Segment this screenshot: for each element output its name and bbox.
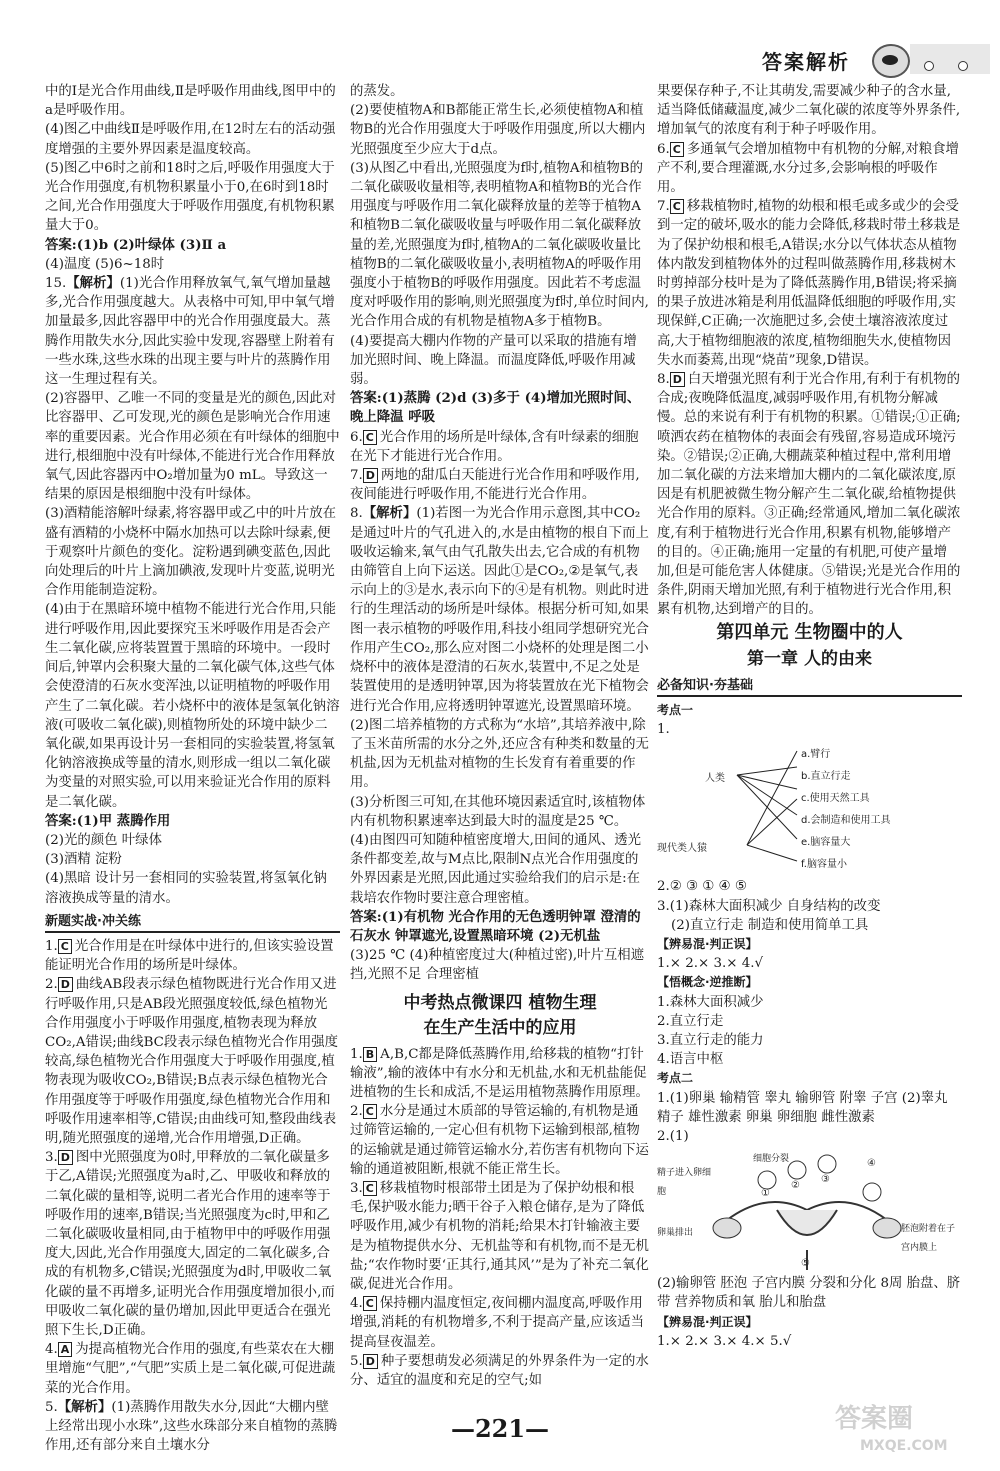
question-item: 3. C 移栽植物时根部带土团是为了保护幼根和根毛,保护吸水能力;晒干谷子入粮仓储存,是为了降低呼吸作用,减少有机物的消耗;给果木打针输液主要是为植物提供水分、无机盐等和有机物,而不是无机盐;“农作物时要‘正其行,通其风’”是为了补充二氧化碳,促进光合作用。 (350, 1180, 649, 1292)
diagram-label: 细胞分裂 (753, 1154, 790, 1165)
answer-badge: D (363, 1354, 378, 1369)
answer: (4)黑暗 设计另一套相同的实验装置,将氢氧化钠溶液换成等量的清水。 (45, 871, 327, 906)
chapter-title: 第一章 人的由来 (747, 648, 872, 669)
answer-line: 2.(1) (657, 1128, 689, 1144)
diagram-item: a.臂行 (801, 749, 831, 761)
reproduction-diagram (657, 1150, 962, 1270)
paragraph: (3)酒精能溶解叶绿素,将容器甲或乙中的叶片放在盛有酒精的小烧杯中隔水加热可以去除叶绿素,便于观察叶片颜色的变化。淀粉遇到碘变蓝色,因此向处理后的叶片上滴加碘液,发现叶片变蓝,说明光合作用能制造淀粉。 (45, 506, 337, 599)
paragraph: (4)图乙中曲线Ⅱ是呼吸作用,在12时左右的活动强度增强的主要外界因素是温度较高。 (45, 122, 336, 157)
analysis-label: 【解析】 (57, 1399, 112, 1415)
paragraph: 中的Ⅰ是光合作用曲线,Ⅱ是呼吸作用曲线,图甲中的a是呼吸作用。 (45, 84, 336, 119)
question-15 (45, 274, 340, 389)
header-decoration (910, 44, 990, 74)
answer: (3)酒精 淀粉 (45, 852, 122, 868)
section-heading: 必备知识·夯基础 (657, 676, 962, 697)
paragraph: (3)分析图三可知,在其他环境因素适宜时,该植物体内有机物积累速率达到最大时的温度是25 ℃。 (350, 794, 646, 829)
answer: 答案:(1)甲 蒸腾作用 (45, 812, 171, 829)
key-point-heading: 考点二 (657, 1071, 694, 1086)
answer-badge: D (670, 372, 685, 387)
analysis-text: (1)光合作用释放氧气,氧气增加量越多,光合作用强度越大。从表格中可知,甲中氧气增加量最多,因此容器甲中的光合作用强度最大。蒸腾作用散失水分,因此实验中发现,容器壁上附着有一些水珠,这些水珠的出现主要与叶片的蒸腾作用这一生理过程有关。 (45, 276, 335, 388)
answer: (3)25 ℃ (4)种植密度过大(种植过密),叶片互相遮挡,光照不足 合理密植 (350, 948, 645, 983)
answer-badge: B (363, 1047, 377, 1062)
answer-badge: C (58, 939, 72, 954)
answer-badge: C (363, 1104, 377, 1119)
answer: 答案:(1)蒸腾 (2)d (3)多于 (4)增加光照时间、晚上降温 呼吸 (350, 390, 641, 426)
answer-line: (2)输卵管 胚泡 子宫内膜 分裂和分化 8周 胎盘、脐带 营养物质和氧 胎儿和胎盘 (657, 1276, 961, 1311)
answer-line: 1.(1)卵巢 输精管 睾丸 输卵管 附睾 子宫 (2)睾丸 精子 雄性激素 卵巢 卵细胞 雌性激素 (657, 1090, 948, 1125)
diagram-label: 精子进入卵细胞 (657, 1168, 712, 1198)
question-item: 7. D 两地的甜瓜白天能进行光合作用和呼吸作用,夜间能进行呼吸作用,不能进行光合作用。 (350, 468, 640, 503)
diagram-label: 卵巢排出 (657, 1228, 694, 1239)
dot-icon (924, 61, 934, 71)
diagram-number: ② (791, 1180, 800, 1192)
subsection-heading: 【悟概念·逆推断】 (657, 975, 758, 990)
answer-line: 1.森林大面积减少 (657, 994, 764, 1010)
diagram-item: e.脑容量大 (801, 837, 851, 849)
question-number: 15. (45, 276, 67, 292)
section-heading: 新题实战·冲关练 (45, 912, 340, 933)
answer-line: (2)直立行走 制造和使用简单工具 (671, 917, 869, 933)
paragraph: (2)要使植物A和B都能正常生长,必须使植物A和植物B的光合作用强度大于呼吸作用强度,所以大棚内光照强度至少应大于d点。 (350, 103, 646, 157)
question-item: 7. C 移栽植物时,植物的幼根和根毛或多或少的会受到一定的破坏,吸水的能力会降低,移栽时带土移栽是为了保护幼根和根毛,A错误;水分以气体状态从植物体内散发到植物体外的过程叫做蒸腾作用,移栽树木时剪掉部分枝叶是为了降低蒸腾作用,B错误;将采摘的果子放进冰箱是利用低温降低细胞的呼吸作用,实现保鲜,C正确;一次施肥过多,会使土壤溶液浓度过高,大于植物细胞液的浓度,植物细胞失水,使植物因失水而萎蔫,出现“烧苗”现象,D错误。 (657, 199, 961, 368)
diagram-item: d.会制造和使用工具 (801, 815, 891, 827)
page-header (700, 38, 990, 82)
book-logo-icon (872, 44, 910, 78)
question-item: 8. D 白天增强光照有利于光合作用,有利于有机物的合成;夜晚降低温度,减弱呼吸作用,有机物分解减慢。总的来说有利于有机物的积累。①错误;①正确;喷洒农药在植物体的表面会有残留,容易造成环境污染。②错误;②正确,大棚蔬菜种植过程中,常利用增加二氧化碳的方法来增加大棚内的二氧化碳浓度,原因是有机肥被微生物分解产生二氧化碳,给植物提供光合作用的原料。③正确;经常通风,增加二氧化碳浓度,有利于植物进行光合作用,积累有机物,能够增产的目的。④正确;施用一定量的有机肥,可使产量增加,但是可能危害人体健康。⑤错误;光是光合作用的条件,阴雨天增加光照,有利于植物进行光合作用,积累有机物,达到增产的目的。 (657, 372, 961, 618)
diagram-number: ① (761, 1188, 770, 1200)
hot-title-line1: 中考热点微课四 植物生理 (403, 992, 597, 1013)
question-item: 2. D 曲线AB段表示绿色植物既进行光合作用又进行呼吸作用,只是AB段光照强度较低,绿色植物光合作用强度小于呼吸作用强度,植物表现为释放CO₂,A错误;曲线BC段表示绿色植物光合作用强度较高,绿色植物光合作用强度大于呼吸作用强度,植物表现为吸收CO₂,B错误;B点表示绿色植物光合作用强度等于呼吸作用强度,绿色植物光合作用和呼吸作用速率相等,C错误;由曲线可知,整段曲线表明,随光照强度的递增,光合作用增强,D正确。 (45, 977, 339, 1146)
key-point-heading: 考点一 (657, 702, 694, 717)
answer-line: 4.语言中枢 (657, 1052, 724, 1068)
answer-line: 1.× 2.× 3.× 4.× 5.√ (657, 1333, 792, 1349)
column-middle (350, 82, 650, 1390)
question-item: 3. D 图中光照强度为0时,甲释放的二氧化碳量多于乙,A错误;光照强度为a时,乙、甲吸收和释放的二氧化碳的量相等,说明二者光合作用的速率等于呼吸作用的速率,B错误;当光照强度为c时,甲和乙二氧化碳吸收量相同,由于植物甲中的呼吸作用强度大,因此,光合作用强度大,固定的二氧化碳多,合成的有机物多,C错误;光照强度为d时,甲吸收二氧化碳的量不再增多,证明光合作用强度增加很小,而甲吸收二氧化碳的量仍增加,因此甲更适合在强光照下生长,D正确。 (45, 1150, 335, 1338)
question-item: 4. C 保持棚内温度恒定,夜间棚内温度高,呼吸作用增强,消耗的有机物增多,不利于提高产量,应该适当提高昼夜温差。 (350, 1296, 644, 1350)
question-item: 2. C 水分是通过木质部的导管运输的,有机物是通过筛管运输的,一定心但有机物下运输到根部,植物的运输就是通过筛管运输水分,若伤害有机物向下运输的通道被阻断,根就不能正常生长。 (350, 1104, 649, 1177)
question-8: 8.【解析】(1)若图一为光合作用示意图,其中CO₂是通过叶片的气孔进入的,水是由植物的根自下而上吸收运输来,氧气由气孔散失出去,它合成的有机物由筛管自上向下运送。因此①是CO₂,②是氧气,表示向上的③是水,表示向下的④是有机物。则此时进行的生理活动的场所是叶绿体。根据分析可知,如果图一表示植物的呼吸作用,科技小组同学想研究光合作用产生CO₂,那么应对图二小烧杯的处理是图二小烧杯中的液体是澄清的石灰水,装置中,不足之处是装置使用的是透明钟罩,因为将装置放在光下植物会进行光合作用,应将透明钟罩遮光,设置黑暗环境。 (350, 506, 649, 714)
answer-line: 3.(1)森林大面积减少 自身结构的改变 (657, 898, 881, 914)
diagram-label-human: 人类 (705, 773, 725, 785)
paragraph: (2)容器甲、乙唯一不同的变量是光的颜色,因此对比容器甲、乙可发现,光的颜色是影响光合作用速率的重要因素。光合作用必须在有叶绿体的细胞中进行,根细胞中没有叶绿体,不能进行光合作用释放氧气,因此容器丙中O₂增加量为0 mL。导致这一结果的原因是根细胞中没有叶绿体。 (45, 391, 340, 503)
paragraph: (2)图二培养植物的方式称为“水培”,其培养液中,除了玉米苗所需的水分之外,还应含有种类和数量的无机盐,因为无机盐对植物的生长发育有着重要的作用。 (350, 717, 649, 791)
answer-badge: D (58, 977, 73, 992)
answer-badge: C (363, 1296, 377, 1311)
answer: 答案:(1)b (2)叶绿体 (3)Ⅱ a (45, 236, 227, 253)
answer-line: 2.直立行走 (657, 1013, 724, 1029)
paragraph: (5)图乙中6时之前和18时之后,呼吸作用强度大于光合作用强度,有机物积累量小于0,在6时到18时之间,光合作用强度大于呼吸作用强度,有机物积累量大于0。 (45, 160, 335, 234)
diagram-number: ⑤ (801, 1258, 810, 1270)
diagram-item: f.脑容量小 (801, 859, 847, 871)
answer-badge: C (363, 1181, 377, 1196)
human-origin-diagram (657, 743, 962, 873)
paragraph: 果要保存种子,不让其萌发,需要减少种子的含水量,适当降低储藏温度,减少二氧化碳的浓度等外界条件,增加氧气的浓度有利于种子呼吸作用。 (657, 84, 961, 138)
subsection-heading: 【辨易混·判正误】 (657, 1314, 758, 1329)
question-item: 6. C 光合作用的场所是叶绿体,含有叶绿素的细胞在光下才能进行光合作用。 (350, 429, 639, 464)
question-number: 1. (657, 722, 670, 738)
paragraph: (3)从图乙中看出,光照强度为f时,植物A和植物B的二氧化碳吸收量相等,表明植物A和植物B的光合作用强度与呼吸作用二氧化碳释放量的差等于植物A和植物B二氧化碳吸收量与呼吸作用二氧化碳释放量的差,光照强度为f时,植物A的二氧化碳吸收量比植物B的二氧化碳吸收量小,表明植物A的呼吸作用强度小于植物B的呼吸作用强度。因此若不考虑温度对呼吸作用的影响,则光照强度为f时,单位时间内,光合作用合成的有机物是植物A多于植物B。 (350, 160, 649, 330)
question-item: 1. B A,B,C都是降低蒸腾作用,给移栽的植物“打针输液”,输的液体中有水分和无机盐,水和无机盐能促进植物的生长和成活,不是运用植物蒸腾作用原理。 (350, 1046, 649, 1100)
question-item: 6. C 多通氧气会增加植物中有机物的分解,对粮食增产不利,要合理灌溉,水分过多,会影响根的呼吸作用。 (657, 141, 959, 196)
unit-title: 第四单元 生物圈中的人 (716, 621, 903, 643)
answer-badge: C (363, 430, 377, 445)
question-item: 1. C 光合作用是在叶绿体中进行的,但该实验设置能证明光合作用的场所是叶绿体。 (45, 938, 334, 974)
column-right (657, 82, 962, 1351)
diagram-number: ④ (867, 1158, 876, 1170)
column-left (45, 82, 340, 1455)
watermark-site: MXQE.COM (860, 1438, 948, 1454)
paragraph: 的蒸发。 (350, 84, 404, 99)
answer: (2)光的颜色 叶绿体 (45, 832, 162, 848)
answer-badge: D (363, 468, 378, 483)
hot-title-line2: 在生产生活中的应用 (423, 1017, 577, 1038)
question-item: 5. D 种子要想萌发必须满足的外界条件为一定的水分、适宜的温度和充足的空气;如 (350, 1353, 649, 1388)
diagram-item: b.直立行走 (801, 771, 851, 783)
header-title: 答案解析 (762, 50, 850, 74)
watermark-logo: 答案圈 (835, 1404, 914, 1434)
answer-line: 3.直立行走的能力 (657, 1032, 764, 1048)
diagram-label: 胚泡附着在子宫内膜上 (901, 1224, 956, 1254)
analysis-label: 【解析】 (362, 506, 417, 522)
subsection-heading: 【辨易混·判正误】 (657, 936, 758, 951)
answer: (4)温度 (5)6~18时 (45, 256, 165, 272)
answer-line: 1.× 2.× 3.× 4.√ (657, 956, 764, 972)
question-item: 5.【解析】(1)蒸腾作用散失水分,因此“大棚内壁上经常出现小水珠”,这些水珠部分来自植物的蒸腾作用,还有部分来自土壤水分 (45, 1399, 338, 1454)
diagram-number: ③ (821, 1174, 830, 1186)
paragraph: (4)由图四可知随种植密度增大,田间的通风、透光条件都变差,故与M点比,限制N点光合作用强度的外界因素是光照,因此通过实验给我们的启示是:在栽培农作物时要注意合理密植。 (350, 832, 642, 906)
answer-badge: C (670, 199, 684, 214)
answer: 答案:(1)有机物 光合作用的无色透明钟罩 澄清的石灰水 钟罩遮光,设置黑暗环境 (2)无机盐 (350, 908, 641, 944)
analysis-label: 【解析】 (66, 276, 120, 292)
answer-line: 2.② ③ ① ④ ⑤ (657, 879, 747, 895)
paragraph: (4)由于在黑暗环境中植物不能进行光合作用,只能进行呼吸作用,因此要探究玉米呼吸作用是否会产生二氧化碳,应将装置置于黑暗的环境中。一段时间后,钟罩内会积聚大量的二氧化碳气体,这些气体会使澄清的石灰水变浑浊,以证明植物的呼吸作用产生了二氧化碳。若小烧杯中的液体是氢氧化钠溶液(可吸收二氧化碳),则植物所处的环境中缺少二氧化碳,如果再设计另一套相同的实验装置,将氢氧化钠溶液换成等量的清水,则形成一组以二氧化碳为变量的对照实验,可以用来验证光合作用的原料是二氧化碳。 (45, 602, 340, 810)
answer-badge: D (58, 1150, 73, 1165)
paragraph: (4)要提高大棚内作物的产量可以采取的措施有增加光照时间、晚上降温。而温度降低,呼吸作用减弱。 (350, 333, 637, 388)
answer-badge: C (670, 142, 684, 157)
question-item: 4. A 为提高植物光合作用的强度,有些菜农在大棚里增施“气肥”,“气肥”实质上是二氧化碳,可促进蔬菜的光合作用。 (45, 1342, 336, 1396)
diagram-item: c.使用天然工具 (801, 793, 870, 805)
page-number: —221— (450, 1414, 550, 1443)
dot-icon (958, 61, 968, 71)
answer-badge: A (58, 1342, 73, 1357)
diagram-label-ape: 现代类人猿 (657, 843, 707, 855)
hot-topic-title (350, 991, 650, 1041)
